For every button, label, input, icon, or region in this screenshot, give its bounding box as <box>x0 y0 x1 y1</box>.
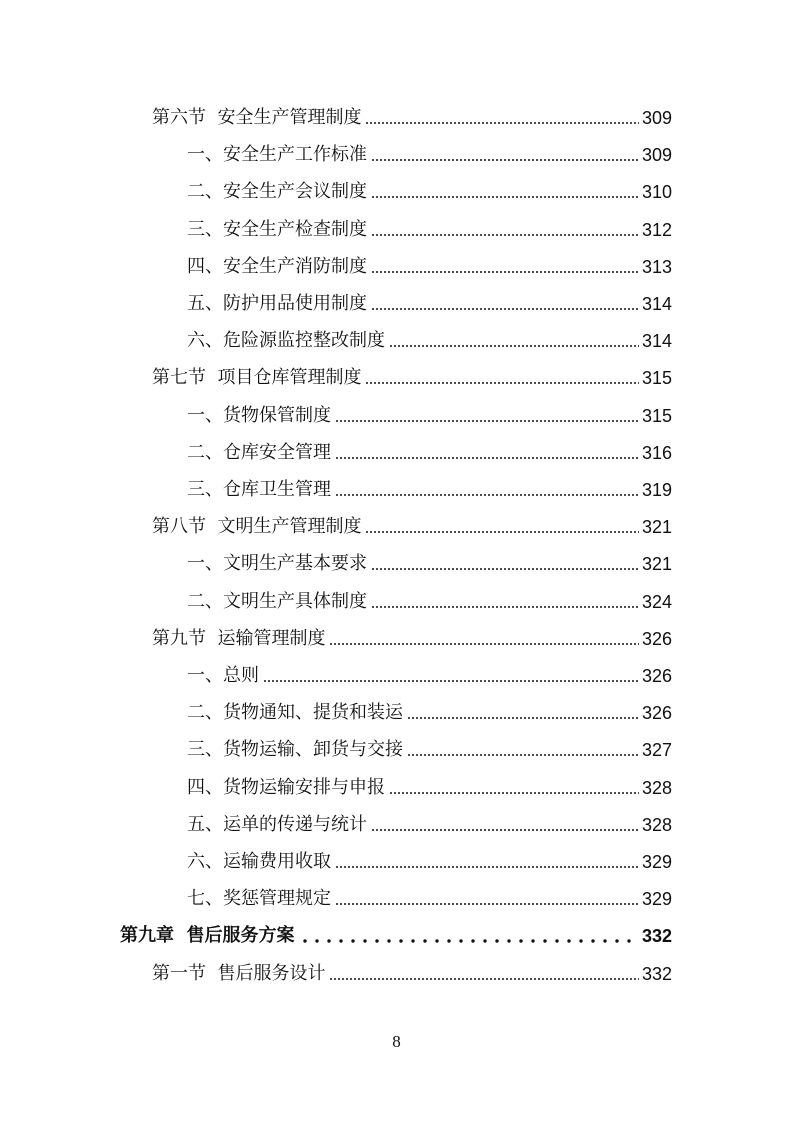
toc-entry-label: 六、运输费用收取 <box>187 851 331 872</box>
toc-entry-page: 315 <box>641 368 672 389</box>
dot-leader <box>263 680 639 682</box>
toc-subsection-entry[interactable] <box>187 436 672 464</box>
toc-subsection-entry[interactable] <box>187 473 672 501</box>
toc-section-entry[interactable] <box>152 361 672 389</box>
toc-entry-label: 第六节 安全生产管理制度 <box>152 107 362 128</box>
dot-leader <box>365 531 639 533</box>
toc-subsection-entry[interactable] <box>187 733 672 761</box>
toc-subsection-entry[interactable] <box>187 213 672 241</box>
toc-entry-label: 一、安全生产工作标准 <box>187 144 367 166</box>
toc-entry-label: 一、文明生产基本要求 <box>187 553 367 575</box>
toc-entry-label: 二、仓库安全管理 <box>187 441 331 463</box>
dot-leader <box>371 829 639 831</box>
toc-section-entry[interactable] <box>152 510 672 538</box>
toc-subsection-entry[interactable] <box>187 696 672 724</box>
dot-leader <box>299 939 639 943</box>
toc-entry-page: 324 <box>641 591 672 612</box>
toc-subsection-entry[interactable] <box>187 324 672 352</box>
toc-entry-label: 第八节 文明生产管理制度 <box>152 516 362 538</box>
toc-entry-page: 326 <box>641 628 672 649</box>
toc-subsection-entry[interactable] <box>187 547 672 575</box>
toc-entry-page: 316 <box>641 442 672 463</box>
dot-leader <box>329 643 639 645</box>
toc-entry-page: 309 <box>641 108 672 128</box>
dot-leader <box>335 420 639 422</box>
toc-entry-page: 328 <box>641 777 672 798</box>
toc-entry-label: 二、文明生产具体制度 <box>187 590 367 612</box>
toc-entry-label: 二、安全生产会议制度 <box>187 181 367 203</box>
toc-entry-page: 329 <box>641 889 672 910</box>
toc-subsection-entry[interactable] <box>187 138 672 166</box>
toc-entry-page: 313 <box>641 256 672 277</box>
toc-entry-page: 309 <box>641 145 672 166</box>
toc-entry-page: 310 <box>641 182 672 203</box>
dot-leader <box>407 754 639 756</box>
toc-subsection-entry[interactable] <box>187 585 672 613</box>
toc-entry-label: 二、货物通知、提货和装运 <box>187 702 403 724</box>
dot-leader <box>371 271 639 273</box>
toc-entry-label: 七、奖惩管理规定 <box>187 888 331 910</box>
toc-entry-page: 328 <box>641 814 672 835</box>
toc-subsection-entry[interactable] <box>187 845 672 873</box>
toc-section-entry[interactable] <box>152 101 672 129</box>
dot-leader <box>365 122 639 124</box>
toc-subsection-entry[interactable] <box>187 250 672 278</box>
dot-leader <box>371 568 639 570</box>
dot-leader <box>335 903 639 905</box>
toc-entry-label: 一、货物保管制度 <box>187 404 331 426</box>
dot-leader <box>371 196 639 198</box>
toc-entry-label: 一、总则 <box>187 665 259 686</box>
dot-leader <box>371 234 639 236</box>
dot-leader <box>329 978 639 980</box>
toc-entry-page: 332 <box>641 926 672 947</box>
dot-leader <box>407 717 639 719</box>
toc-entry-label: 第九节 运输管理制度 <box>152 627 326 649</box>
toc-subsection-entry[interactable] <box>187 399 672 427</box>
dot-leader <box>335 866 639 868</box>
toc-entry-page: 332 <box>641 963 672 984</box>
toc-entry-label: 六、危险源监控整改制度 <box>187 330 385 352</box>
toc-entry-page: 312 <box>641 219 672 240</box>
toc-section-entry[interactable] <box>152 622 672 650</box>
dot-leader <box>371 606 639 608</box>
toc-entry-page: 314 <box>641 294 672 314</box>
toc-subsection-entry[interactable] <box>187 287 672 315</box>
toc-entry-page: 326 <box>641 666 672 686</box>
page-number: 8 <box>392 1032 401 1051</box>
toc-entry-page: 326 <box>641 703 672 724</box>
toc-entry-label: 三、货物运输、卸货与交接 <box>187 739 403 761</box>
toc-chapter-entry[interactable] <box>120 919 672 947</box>
toc-entry-label: 五、防护用品使用制度 <box>187 293 367 314</box>
toc-entry-page: 315 <box>641 405 672 426</box>
toc-entry-label: 四、安全生产消防制度 <box>187 255 367 277</box>
dot-leader <box>371 159 639 161</box>
toc-entry-label: 第七节 项目仓库管理制度 <box>152 367 362 389</box>
toc-entry-label: 第九章 售后服务方案 <box>120 925 295 947</box>
dot-leader <box>335 457 639 459</box>
toc-subsection-entry[interactable] <box>187 659 672 687</box>
toc-subsection-entry[interactable] <box>187 808 672 836</box>
toc-entry-page: 321 <box>641 554 672 575</box>
toc-subsection-entry[interactable] <box>187 175 672 203</box>
dot-leader <box>335 494 639 496</box>
dot-leader <box>389 345 639 347</box>
dot-leader <box>389 792 639 794</box>
dot-leader <box>365 382 639 384</box>
dot-leader <box>371 308 639 310</box>
toc-entry-page: 321 <box>641 517 672 538</box>
toc-entry-label: 三、仓库卫生管理 <box>187 479 331 500</box>
toc-section-entry[interactable] <box>152 957 672 985</box>
toc-entry-page: 314 <box>641 331 672 352</box>
toc-entry-label: 五、运单的传递与统计 <box>187 813 367 835</box>
toc-entry-label: 第一节 售后服务设计 <box>152 962 326 984</box>
toc-entry-page: 319 <box>641 480 672 500</box>
toc-subsection-entry[interactable] <box>187 771 672 799</box>
toc-entry-page: 329 <box>641 852 672 872</box>
toc-entry-label: 四、货物运输安排与申报 <box>187 776 385 798</box>
toc-subsection-entry[interactable] <box>187 882 672 910</box>
toc-entry-page: 327 <box>641 740 672 761</box>
toc-entry-label: 三、安全生产检查制度 <box>187 218 367 240</box>
